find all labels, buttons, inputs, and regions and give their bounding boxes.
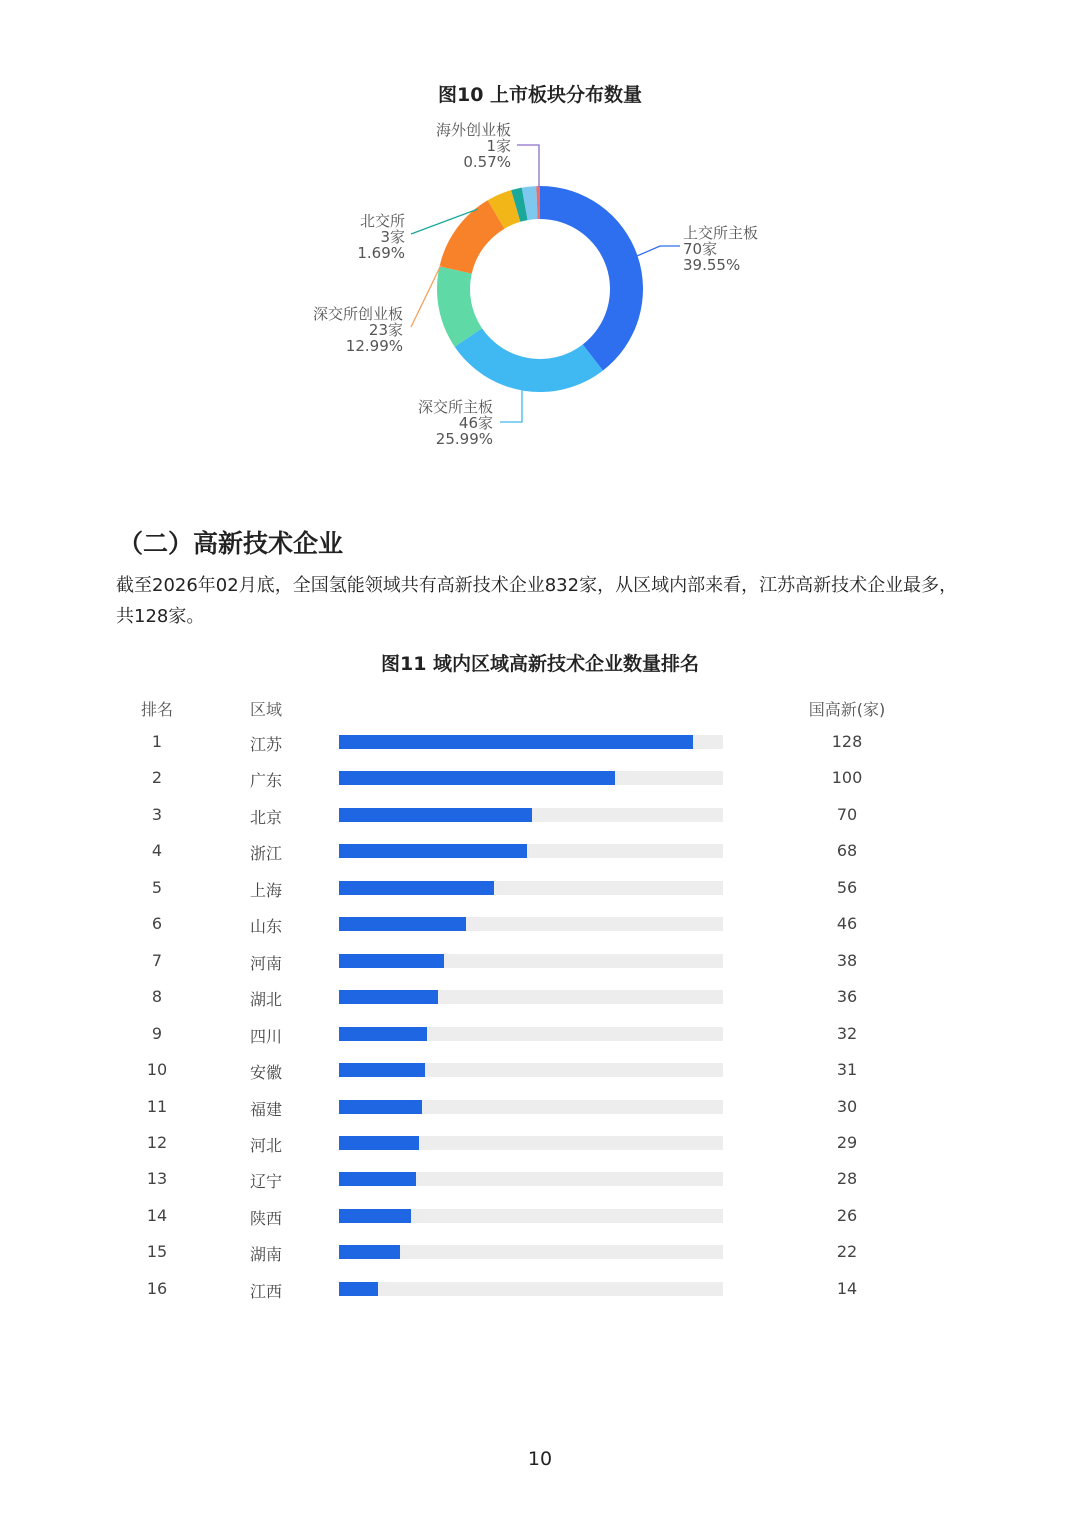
region-label: 福建	[249, 1099, 282, 1119]
ranking-row	[0, 833, 1080, 869]
ranking-row	[0, 1161, 1080, 1197]
rank-label: 14	[146, 1205, 168, 1225]
ranking-row	[0, 760, 1080, 796]
rank-label: 9	[151, 1023, 163, 1043]
region-label: 湖北	[249, 990, 282, 1010]
value-label: 56	[836, 877, 858, 897]
region-label: 北京	[249, 807, 282, 827]
region-label: 江苏	[249, 735, 282, 754]
bar-fill	[339, 844, 527, 858]
ranking-row	[0, 1198, 1080, 1234]
ranking-row	[0, 1089, 1080, 1125]
bar-track	[339, 954, 723, 968]
bar-track	[339, 917, 723, 931]
header-rank: 排名	[140, 700, 173, 719]
bar-track	[339, 1172, 723, 1186]
region-label: 安徽	[249, 1063, 282, 1083]
bar-track	[339, 808, 723, 822]
ranking-row	[0, 797, 1080, 833]
leader-line	[411, 265, 441, 327]
header-value: 国高新(家)	[808, 700, 886, 719]
region-label: 上海	[249, 880, 282, 900]
slice-percent-label: 39.55%	[683, 256, 741, 274]
value-label: 70	[836, 804, 858, 824]
bar-track	[339, 1027, 723, 1041]
bar-fill	[339, 1136, 419, 1150]
rank-label: 1	[151, 732, 163, 751]
value-label: 29	[836, 1132, 858, 1152]
bar-fill	[339, 954, 444, 968]
page-number: 10	[527, 1448, 553, 1470]
bar-fill	[339, 771, 615, 785]
rank-label: 8	[151, 987, 163, 1007]
ranking-row	[0, 1125, 1080, 1161]
rank-label: 4	[151, 841, 163, 861]
section-heading: （二）高新技术企业	[118, 529, 344, 558]
bar-fill	[339, 917, 466, 931]
bar-track	[339, 881, 723, 895]
value-label: 14	[836, 1278, 858, 1298]
value-label: 38	[836, 950, 858, 970]
rank-label: 6	[151, 914, 163, 934]
value-label: 22	[836, 1242, 858, 1262]
rank-label: 11	[146, 1096, 168, 1116]
rank-label: 16	[146, 1278, 168, 1298]
donut-slice	[455, 328, 603, 392]
rank-label: 13	[146, 1169, 168, 1189]
bar-fill	[339, 1245, 400, 1259]
bar-fill	[339, 808, 532, 822]
rank-label: 12	[146, 1132, 168, 1152]
region-label: 辽宁	[249, 1172, 282, 1192]
slice-percent-label: 12.99%	[345, 337, 403, 355]
bar-track	[339, 735, 723, 749]
bar-fill	[339, 1172, 416, 1186]
bar-track	[339, 1063, 723, 1077]
bar-fill	[339, 1209, 411, 1223]
bar-fill	[339, 1063, 425, 1077]
value-label: 26	[836, 1205, 858, 1225]
slice-name-label: 北交所	[359, 212, 405, 230]
ranking-row	[0, 724, 1080, 760]
bar-track	[339, 1282, 723, 1296]
ranking-row	[0, 1271, 1080, 1307]
header-region: 区域	[249, 700, 282, 719]
leader-line	[500, 388, 522, 422]
value-label: 68	[836, 841, 858, 861]
region-label: 山东	[249, 917, 282, 937]
bar-track	[339, 1136, 723, 1150]
slice-count-label: 1家	[486, 137, 511, 155]
slice-count-label: 70家	[683, 240, 718, 258]
value-label: 31	[836, 1060, 858, 1080]
bar-fill	[339, 881, 494, 895]
ranking-row	[0, 979, 1080, 1015]
section-paragraph: 截至2026年02月底，全国氢能领域共有高新技术企业832家，从区域内部来看，江苏高新技术企业最多，共128家。	[116, 575, 958, 627]
slice-count-label: 23家	[368, 321, 403, 339]
value-label: 46	[836, 914, 858, 934]
figure-10-title: 图10 上市板块分布数量	[437, 84, 643, 106]
value-label: 128	[831, 732, 863, 751]
donut-slice	[540, 186, 643, 371]
bar-track	[339, 844, 723, 858]
slice-name-label: 深交所主板	[417, 398, 493, 416]
region-label: 陕西	[249, 1208, 282, 1228]
ranking-bar-chart	[0, 724, 1080, 1324]
ranking-row	[0, 1052, 1080, 1088]
value-label: 30	[836, 1096, 858, 1116]
slice-name-label: 上交所主板	[683, 224, 759, 242]
rank-label: 5	[151, 877, 163, 897]
slice-count-label: 46家	[458, 414, 493, 432]
figure-11-title: 图11 域内区域高新技术企业数量排名	[380, 653, 700, 675]
bar-fill	[339, 1027, 427, 1041]
slice-name-label: 深交所创业板	[312, 305, 403, 323]
ranking-row	[0, 943, 1080, 979]
slice-percent-label: 0.57%	[463, 153, 511, 171]
region-label: 湖南	[249, 1245, 282, 1265]
region-label: 四川	[249, 1026, 282, 1046]
bar-track	[339, 1100, 723, 1114]
rank-label: 3	[151, 804, 163, 824]
leader-line	[517, 145, 539, 187]
bar-track	[339, 771, 723, 785]
donut-chart	[0, 110, 1080, 470]
ranking-row	[0, 1234, 1080, 1270]
bar-track	[339, 1245, 723, 1259]
region-label: 浙江	[249, 844, 282, 864]
bar-fill	[339, 735, 693, 749]
slice-percent-label: 1.69%	[357, 244, 405, 262]
rank-label: 7	[151, 950, 163, 970]
rank-label: 15	[146, 1242, 168, 1262]
ranking-row	[0, 906, 1080, 942]
ranking-row	[0, 870, 1080, 906]
rank-label: 2	[151, 768, 163, 788]
slice-count-label: 3家	[380, 228, 405, 246]
value-label: 36	[836, 987, 858, 1007]
bar-fill	[339, 1100, 422, 1114]
bar-fill	[339, 1282, 378, 1296]
value-label: 28	[836, 1169, 858, 1189]
bar-fill	[339, 990, 438, 1004]
region-label: 广东	[249, 771, 282, 791]
region-label: 河北	[249, 1135, 282, 1155]
region-label: 河南	[249, 953, 282, 973]
value-label: 100	[831, 768, 863, 788]
slice-name-label: 海外创业板	[435, 121, 511, 139]
bar-track	[339, 1209, 723, 1223]
bar-track	[339, 990, 723, 1004]
slice-percent-label: 25.99%	[435, 430, 493, 448]
leader-line	[637, 246, 680, 256]
rank-label: 10	[146, 1060, 168, 1080]
region-label: 江西	[249, 1281, 282, 1301]
value-label: 32	[836, 1023, 858, 1043]
ranking-row	[0, 1016, 1080, 1052]
